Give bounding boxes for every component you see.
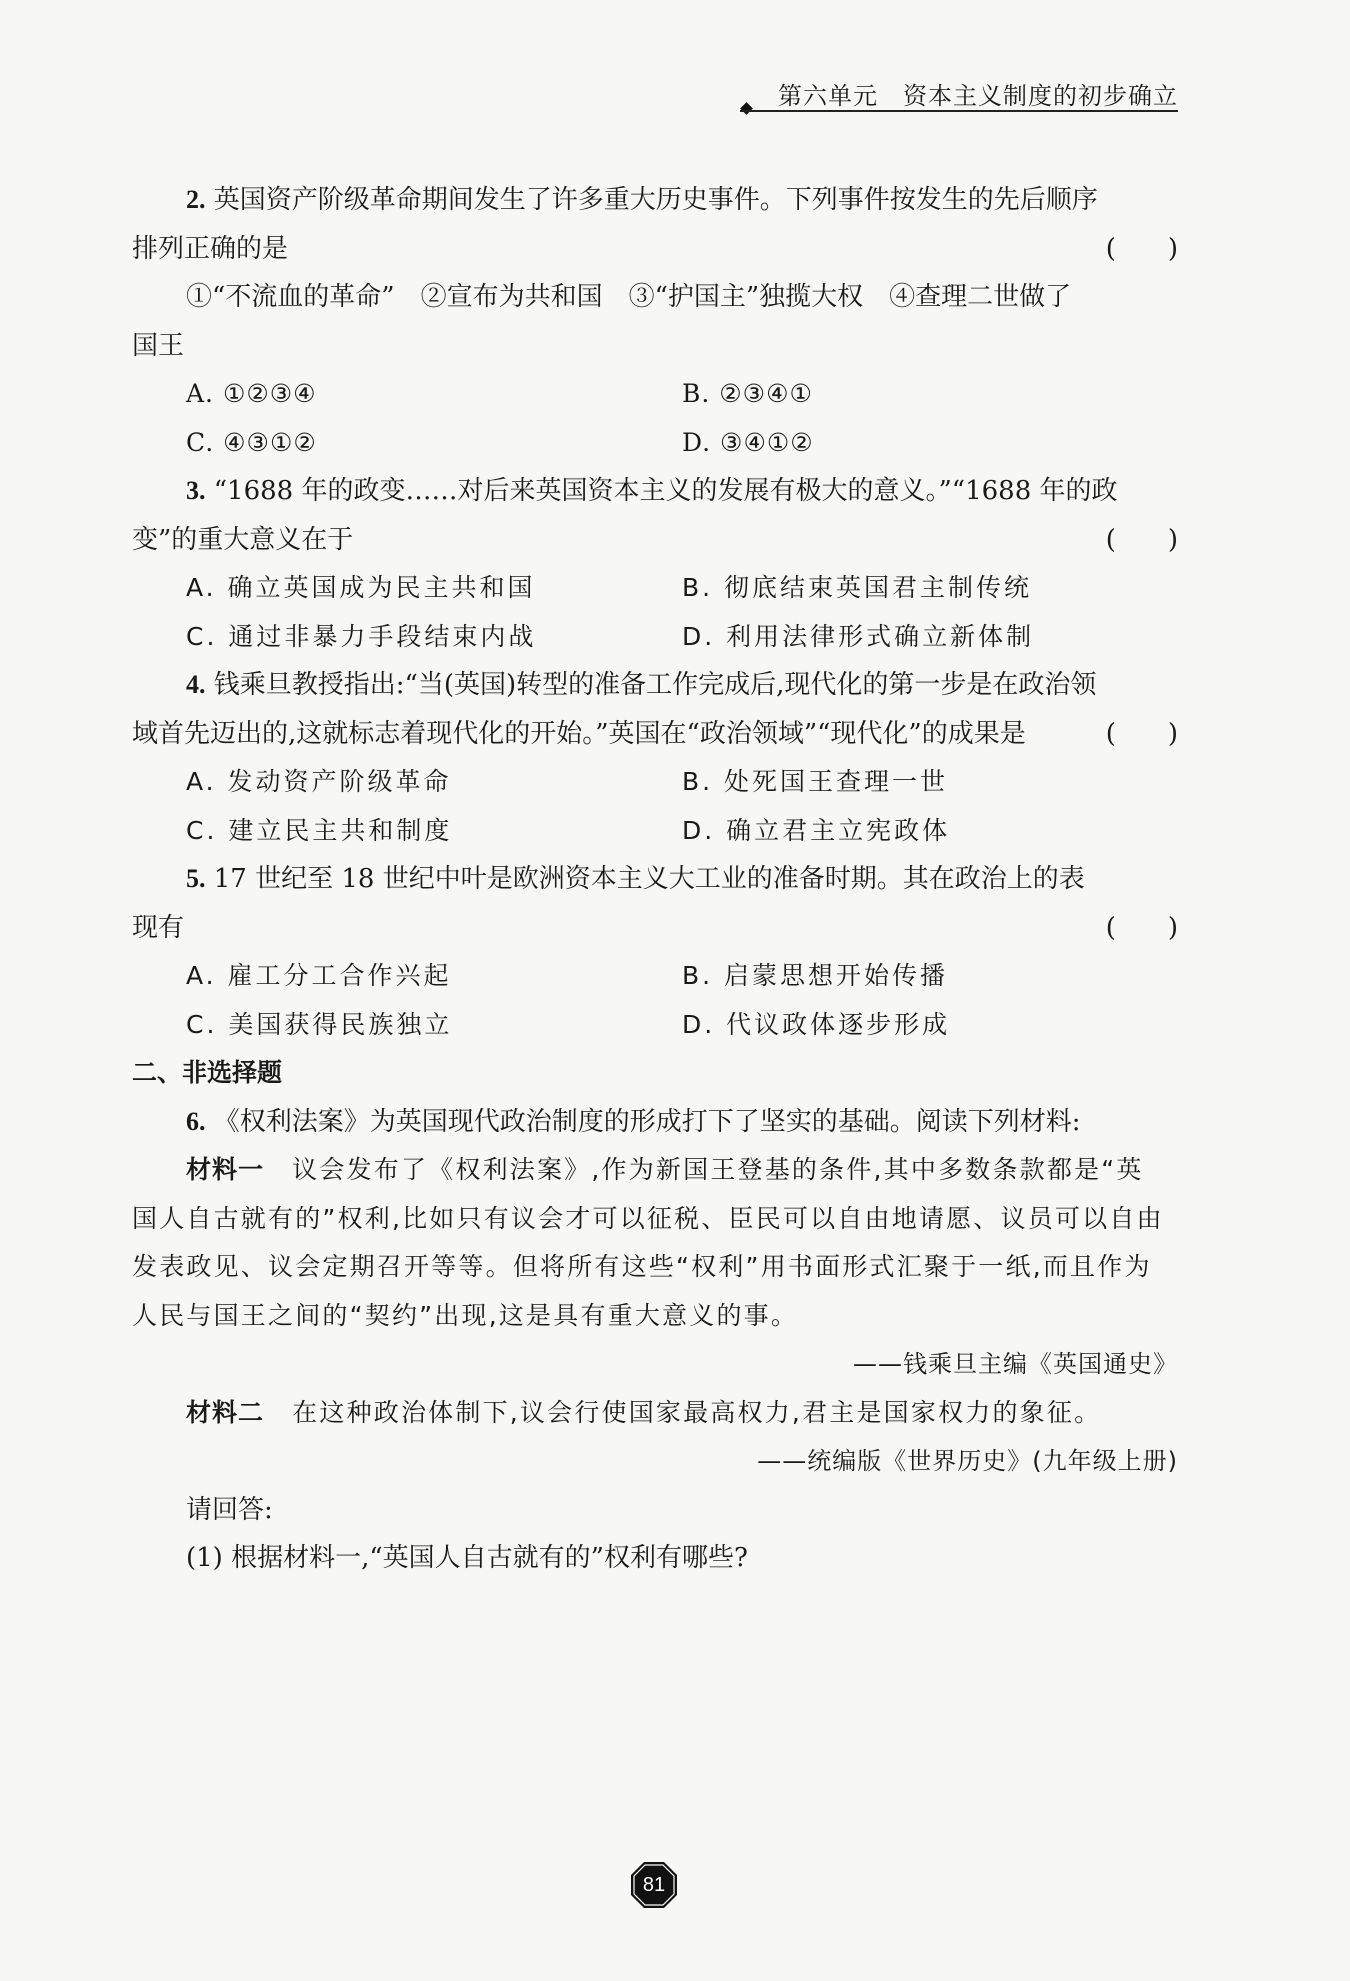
question-6-intro <box>132 1098 1178 1147</box>
option-b[interactable]: B. 彻底结束英国君主制传统 <box>682 573 1033 602</box>
option-b[interactable]: B. ②③④① <box>682 379 813 408</box>
question-number: 6. <box>186 1106 206 1136</box>
option-row <box>132 564 1178 613</box>
question-text: 变”的重大意义在于 <box>132 524 354 555</box>
option-c[interactable]: C. 建立民主共和制度 <box>186 815 453 845</box>
question-4-line-2 <box>132 710 1178 759</box>
material-text: 在这种政治体制下,议会行使国家最高权力,君主是国家权力的象征。 <box>292 1397 1102 1427</box>
diamond-icon <box>740 102 753 115</box>
option-c[interactable]: C. 美国获得民族独立 <box>186 1009 453 1039</box>
page-number: 81 <box>642 1874 666 1896</box>
material-2-source: ——统编版《世界历史》(九年级上册) <box>757 1447 1178 1475</box>
answer-blank[interactable]: ( ) <box>1105 524 1178 555</box>
page-number-badge <box>629 1860 679 1910</box>
option-a[interactable]: A. ①②③④ <box>186 379 317 408</box>
answer-blank[interactable]: ( ) <box>1105 912 1178 943</box>
option-c[interactable]: C. ④③①② <box>186 427 317 457</box>
material-1-source: ——钱乘旦主编《英国通史》 <box>853 1350 1178 1378</box>
question-text: 钱乘旦教授指出:“当(英国)转型的准备工作完成后,现代化的第一步是在政治领 <box>213 670 1097 700</box>
question-text: 排列正确的是 <box>132 233 289 264</box>
material-1-line-4: 人民与国王之间的“契约”出现,这是具有重大意义的事。 <box>132 1300 799 1330</box>
question-text: “1688 年的政变……对后来英国资本主义的发展有极大的意义。”“1688 年的政 <box>213 476 1118 506</box>
question-4-line-1 <box>132 661 1178 710</box>
question-number: 2. <box>186 185 206 214</box>
option-b[interactable]: B. 启蒙思想开始传播 <box>682 961 949 990</box>
option-d[interactable]: D. 确立君主立宪政体 <box>682 815 951 845</box>
question-2-items <box>132 273 1178 322</box>
option-d[interactable]: D. 利用法律形式确立新体制 <box>682 621 1035 651</box>
option-d[interactable]: D. ③④①② <box>682 427 814 457</box>
option-row <box>132 758 1178 807</box>
question-2-line-2 <box>132 225 1178 274</box>
items-text: ①“不流血的革命” ②宣布为共和国 ③“护国主”独揽大权 ④查理二世做了 <box>186 282 1072 312</box>
material-1-line-1 <box>132 1146 1178 1195</box>
answer-blank[interactable]: ( ) <box>1105 718 1178 749</box>
question-number: 5. <box>186 864 206 893</box>
option-row <box>132 807 1178 856</box>
question-text: 域首先迈出的,这就标志着现代化的开始。”英国在“政治领域”“现代化”的成果是 <box>132 718 1026 749</box>
question-number: 4. <box>186 670 206 699</box>
option-d[interactable]: D. 代议政体逐步形成 <box>682 1009 951 1039</box>
option-a[interactable]: A. 发动资产阶级革命 <box>186 767 452 796</box>
question-5-line-2 <box>132 904 1178 953</box>
option-row <box>132 370 1178 419</box>
question-3-line-1 <box>132 467 1178 516</box>
question-5-line-1 <box>132 855 1178 904</box>
unit-header: 第六单元 资本主义制度的初步确立 <box>778 82 1178 110</box>
page-content <box>132 176 1178 1583</box>
section-heading: 二、非选择题 <box>132 1058 283 1087</box>
material-label: 材料二 <box>186 1397 265 1427</box>
material-1-line-3: 发表政见、议会定期召开等等。但将所有这些“权利”用书面形式汇聚于一纸,而且作为 <box>132 1252 1152 1281</box>
answer-blank[interactable]: ( ) <box>1105 233 1178 264</box>
option-row <box>132 952 1178 1001</box>
option-c[interactable]: C. 通过非暴力手段结束内战 <box>186 621 537 651</box>
material-text: 议会发布了《权利法案》,作为新国王登基的条件,其中多数条款都是“英 <box>292 1155 1144 1184</box>
material-label: 材料一 <box>186 1155 265 1184</box>
question-3-line-2 <box>132 516 1178 565</box>
question-6-ask: 请回答: <box>186 1494 273 1525</box>
option-b[interactable]: B. 处死国王查理一世 <box>682 767 949 796</box>
question-text: 英国资产阶级革命期间发生了许多重大历史事件。下列事件按发生的先后顺序 <box>213 185 1098 215</box>
question-6-sub-1: (1) 根据材料一,“英国人自古就有的”权利有哪些? <box>186 1543 748 1573</box>
question-text: 17 世纪至 18 世纪中叶是欧洲资本主义大工业的准备时期。其在政治上的表 <box>213 864 1085 894</box>
material-1-line-2: 国人自古就有的”权利,比如只有议会才可以征税、臣民可以自由地请愿、议员可以自由 <box>132 1203 1164 1233</box>
question-text: 现有 <box>132 912 185 943</box>
material-2-line-1 <box>132 1389 1178 1438</box>
question-2-items-cont <box>132 322 1178 371</box>
option-a[interactable]: A. 雇工分工合作兴起 <box>186 961 452 990</box>
option-row <box>132 613 1178 662</box>
header-rule <box>740 110 1178 112</box>
question-2-line-1 <box>132 176 1178 225</box>
option-row <box>132 1001 1178 1050</box>
question-number: 3. <box>186 476 206 505</box>
option-a[interactable]: A. 确立英国成为民主共和国 <box>186 573 536 602</box>
items-text: 国王 <box>132 330 185 361</box>
question-text: 《权利法案》为英国现代政治制度的形成打下了坚实的基础。阅读下列材料: <box>213 1106 1081 1137</box>
option-row <box>132 419 1178 468</box>
